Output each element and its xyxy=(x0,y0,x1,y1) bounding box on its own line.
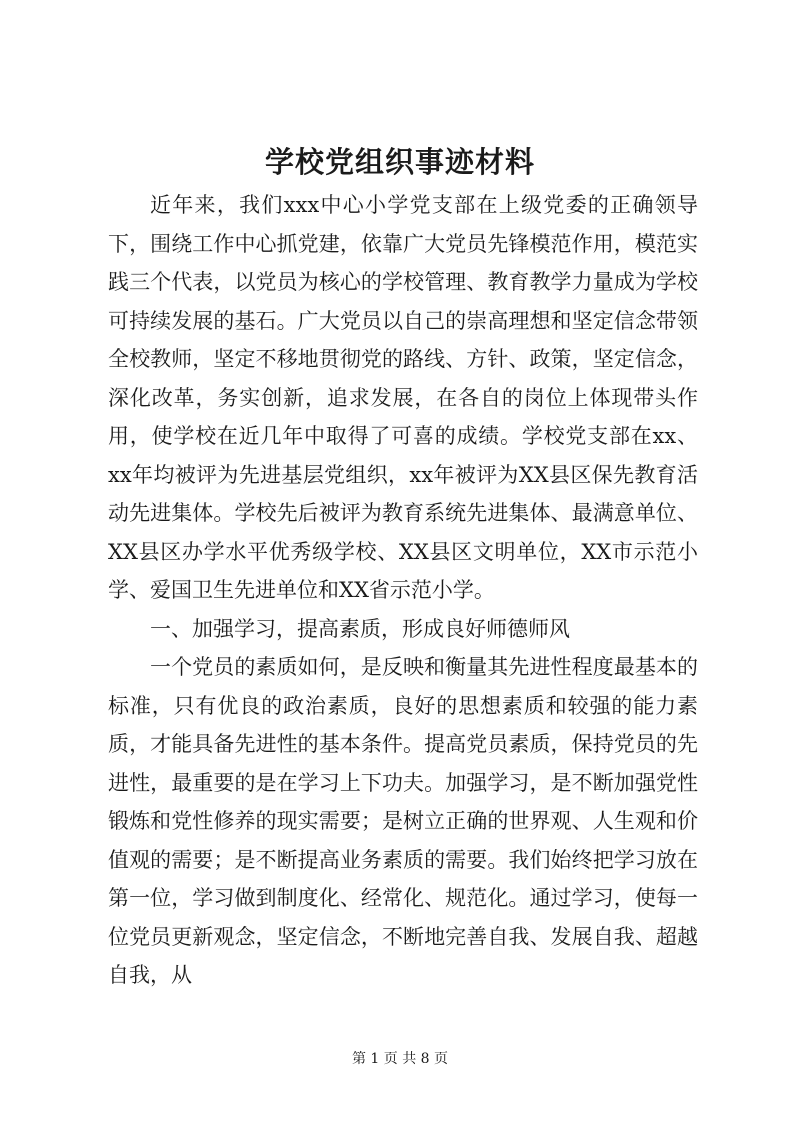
page-footer: 第 1 页 共 8 页 xyxy=(351,1051,449,1067)
paragraph-study: 一个党员的素质如何，是反映和衡量其先进性程度最基本的标准，只有优良的政治素质，良好的思想素质和较强的能力素质，才能具备先进性的基本条件。提高党员素质，保持党员的先进性，最重要的是在学习上下功夫。加强学习，是不断加强党性锻炼和党性修养的现实需要；是树立正确的世界观、人生观和价值观的需要；是不断提高业务素质的需要。我们始终把学习放在第一位，学习做到制度化、经常化、规范化。通过学习，使每一位党员更新观念，坚定信念，不断地完善自我、发展自我、超越自我，从 xyxy=(108,655,698,987)
document-title: 学校党组织事迹材料 xyxy=(264,145,535,179)
section-heading: 一、加强学习，提高素质，形成良好师德师风 xyxy=(150,616,570,641)
paragraph-intro: 近年来，我们xxx中心小学党支部在上级党委的正确领导下，围绕工作中心抓党建，依靠广大党员先锋模范作用，模范实践三个代表，以党员为核心的学校管理、教育教学力量成为学校可持续发展的基石。广大党员以自己的崇高理想和坚定信念带领全校教师，坚定不移地贯彻党的路线、方针、政策，坚定信念，深化改革，务实创新，追求发展，在各自的岗位上体现带头作用，使学校在近几年中取得了可喜的成绩。学校党支部在xx、xx年均被评为先进基层党组织，xx年被评为XX县区保先教育活动先进集体。学校先后被评为教育系统先进集体、最满意单位、XX县区办学水平优秀级学校、XX县区文明单位，XX市示范小学、爱国卫生先进单位和XX省示范小学。 xyxy=(108,193,698,602)
document-body xyxy=(108,186,698,995)
